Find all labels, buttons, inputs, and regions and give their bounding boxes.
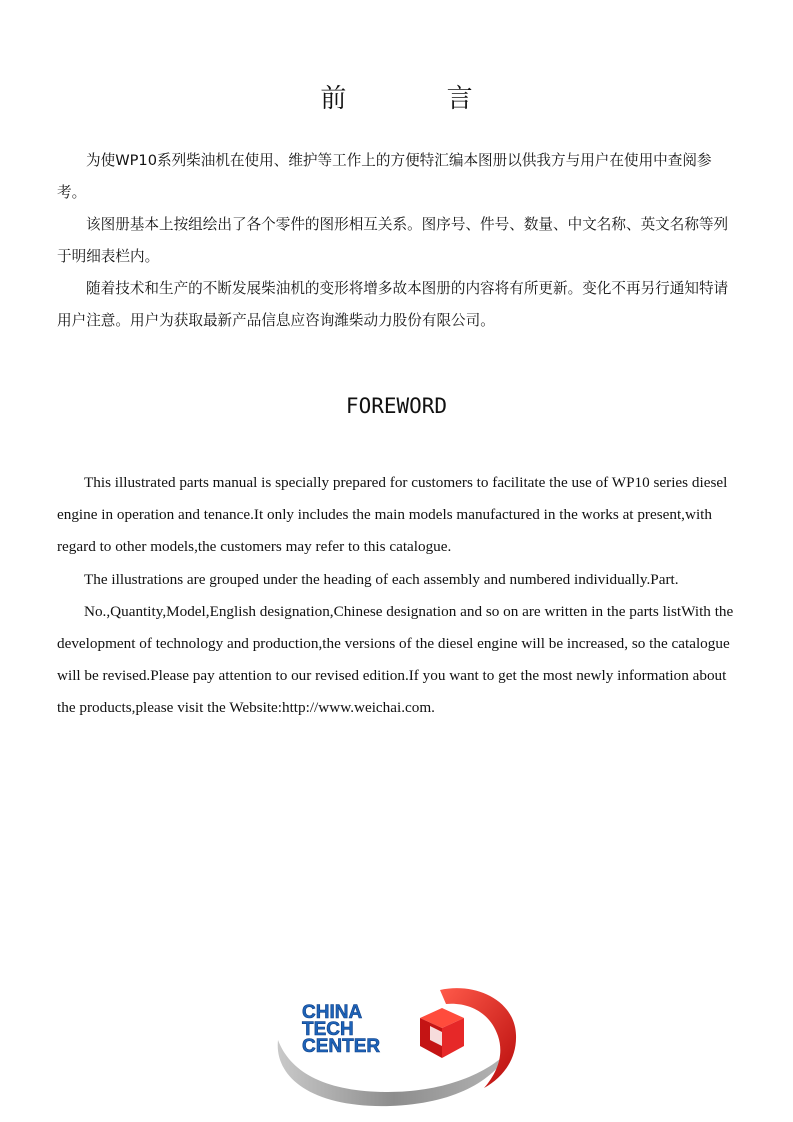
english-title: FOREWORD: [345, 394, 448, 418]
logo-text-tech: TECH: [302, 1019, 354, 1040]
english-paragraph-1: This illustrated parts manual is specially prepared for customers to facilitate the use of WP10 series diesel engine in operation and tenance.It only includes the main models manufactured in the works at present,with regard to other models,the customers may refer to this catalogue.: [57, 474, 728, 556]
chinese-preface-body: [57, 145, 739, 337]
chinese-paragraph-3: 随着技术和生产的不断发展柴油机的变形将增多故本图册的内容将有所更新。变化不再另行通知特请用户注意。用户为获取最新产品信息应咨询潍柴动力股份有限公司。: [57, 280, 729, 329]
logo-text-center: CENTER: [302, 1036, 381, 1057]
logo-text-china: CHINA: [302, 1002, 363, 1023]
chinese-title: 前 言: [320, 84, 519, 114]
chinese-paragraph-2: 该图册基本上按组绘出了各个零件的图形相互关系。图序号、件号、数量、中文名称、英文名称等列于明细表栏内。: [57, 216, 729, 265]
english-paragraph-2: The illustrations are grouped under the heading of each assembly and numbered individually.Part.: [84, 570, 679, 588]
english-paragraph-3: No.,Quantity,Model,English designation,Chinese designation and so on are written in the parts listWith the development of technology and production,the versions of the diesel engine will be increased, so the catalogue will be revised.Please pay attention to our revised edition.If you want to get the most newly information about the products,please visit the Website:http://www.weichai.com.: [57, 602, 734, 717]
chinese-paragraph-1: 为使WP10系列柴油机在使用、维护等工作上的方便特汇编本图册以供我方与用户在使用中查阅参考。: [57, 152, 712, 201]
logo-graphic: [270, 980, 530, 1112]
english-foreword-body: [57, 467, 747, 725]
red-cube-shape: [420, 1008, 464, 1058]
china-tech-center-logo: [270, 980, 530, 1112]
